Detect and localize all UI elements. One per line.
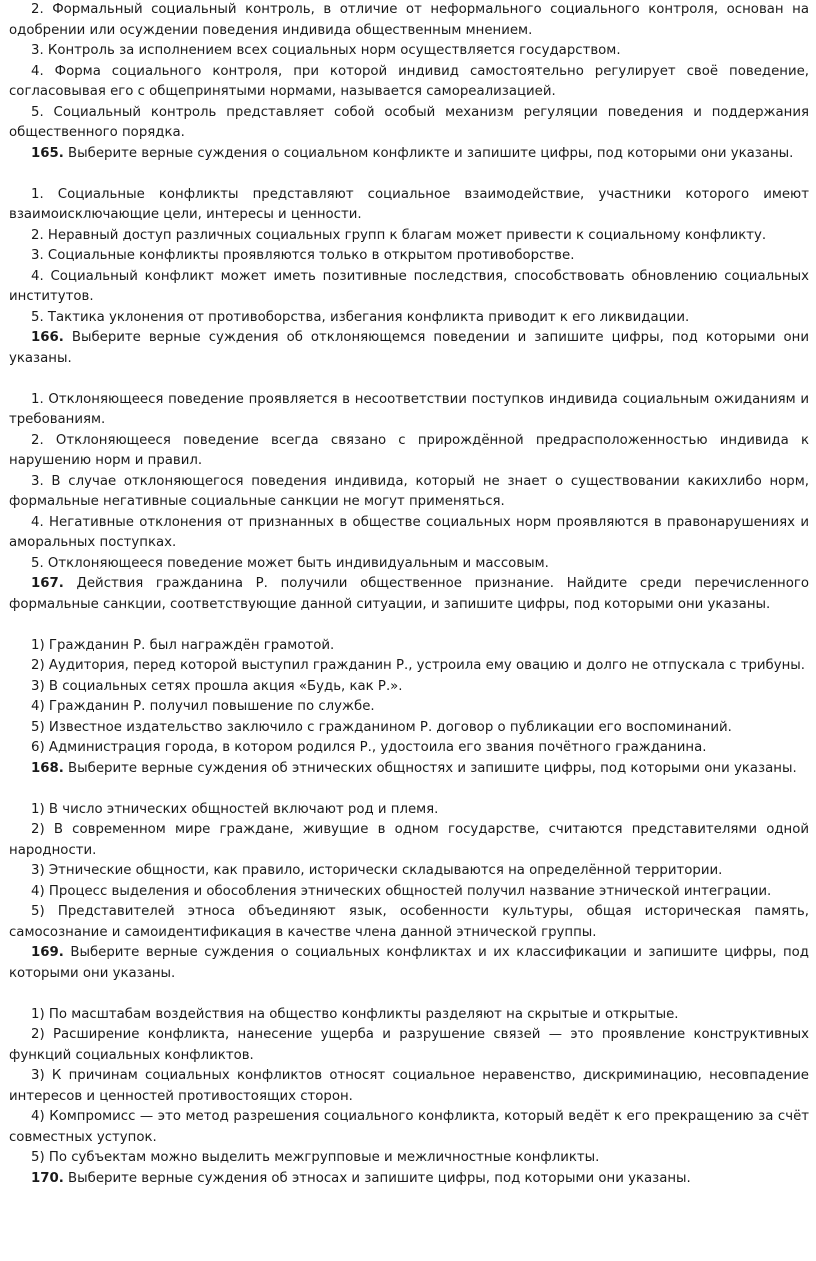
list-item: 1. Социальные конфликты представляют социальное взаимодействие, участники которого имеют взаимоисключающие цели, интересы и ценности. xyxy=(9,186,809,222)
spacer xyxy=(9,164,809,185)
question-text: Действия гражданина Р. получили общественное признание. Найдите среди перечисленного формальные санкции, соответствующие данной ситуации, и запишите цифры, под которыми они указаны. xyxy=(9,576,809,612)
list-item: 4) Компромисс — это метод разрешения социального конфликта, который ведёт к его прекращению за счёт совместных уступок. xyxy=(9,1109,809,1145)
list-item: 6) Администрация города, в котором родился Р., удостоила его звания почётного гражданина. xyxy=(31,740,707,755)
list-item: 5. Социальный контроль представляет собой особый механизм регуляции поведения и поддержания общественного порядка. xyxy=(9,104,809,140)
question-text: Выберите верные суждения об этнических общностях и запишите цифры, под которыми они указаны. xyxy=(63,760,797,776)
question-number: 167. xyxy=(31,576,64,591)
list-item: 4) Гражданин Р. получил повышение по службе. xyxy=(31,699,375,714)
spacer xyxy=(9,984,809,1005)
list-item: 3) Этнические общности, как правило, исторически складываются на определённой территории. xyxy=(31,863,723,878)
question-number: 170. xyxy=(31,1170,64,1186)
list-item: 1) По масштабам воздействия на общество конфликты разделяют на скрытые и открытые. xyxy=(31,1006,679,1022)
list-item: 4. Социальный конфликт может иметь позитивные последствия, способствовать обновлению социальных институтов. xyxy=(9,268,809,304)
list-item: 1. Отклоняющееся поведение проявляется в несоответствии поступков индивида социальным ожиданиям и требованиям. xyxy=(9,391,809,427)
list-item: 5. Отклоняющееся поведение может быть индивидуальным и массовым. xyxy=(31,555,549,571)
question-text: Выберите верные суждения о социальных конфликтах и их классификации и запишите цифры, под которыми они указаны. xyxy=(9,945,809,981)
question-number: 169. xyxy=(31,945,64,960)
list-item: 1) В число этнических общностей включают род и племя. xyxy=(31,801,439,817)
list-item: 3. Социальные конфликты проявляются только в открытом противоборстве. xyxy=(31,248,575,263)
list-item: 4) Процесс выделения и обособления этнических общностей получил название этнической интеграции. xyxy=(31,883,772,899)
question-165 xyxy=(9,144,809,165)
question-text: Выберите верные суждения о социальном конфликте и запишите цифры, под которыми они указаны. xyxy=(63,145,794,161)
list-item: 2. Отклоняющееся поведение всегда связано с прирождённой предрасположенностью индивида к нарушению норм и правил. xyxy=(9,432,809,468)
list-item: 3) В социальных сетях прошла акция «Будь, как Р.». xyxy=(31,678,403,694)
document-page xyxy=(9,0,809,1189)
question-170 xyxy=(9,1169,809,1190)
list-item: 3) К причинам социальных конфликтов относят социальное неравенство, дискриминацию, несовпадение интересов и ценностей противостоящих сторон. xyxy=(9,1068,809,1104)
question-169 xyxy=(9,943,809,984)
spacer xyxy=(9,779,809,800)
question-168 xyxy=(9,759,809,780)
list-item: 3. В случае отклоняющегося поведения индивида, который не знает о существовании какихлибо норм, формальные негативные социальные санкции не могут применяться. xyxy=(9,473,809,509)
question-text: Выберите верные суждения об этносах и запишите цифры, под которыми они указаны. xyxy=(63,1170,691,1186)
list-item: 2. Неравный доступ различных социальных групп к благам может привести к социальному конфликту. xyxy=(31,227,767,243)
question-text: Выберите верные суждения об отклоняющемся поведении и запишите цифры, под которыми они указаны. xyxy=(9,330,809,366)
question-number: 165. xyxy=(31,145,64,161)
list-item: 1) Гражданин Р. был награждён грамотой. xyxy=(31,637,335,653)
spacer xyxy=(9,615,809,636)
list-item: 2) Аудитория, перед которой выступил гражданин Р., устроила ему овацию и долго не отпускала с трибуны. xyxy=(31,658,806,673)
list-item: 4. Форма социального контроля, при которой индивид самостоятельно регулирует своё поведение, согласовывая его с общепринятыми нормами, называется самореализацией. xyxy=(9,63,809,99)
list-item: 2) Расширение конфликта, нанесение ущерба и разрушение связей — это проявление конструктивных функций социальных конфликтов. xyxy=(9,1027,809,1063)
list-item: 5. Тактика уклонения от противоборства, избегания конфликта приводит к его ликвидации. xyxy=(31,309,690,325)
list-item: 5) Представителей этноса объединяют язык, особенности культуры, общая историческая память, самосознание и самоидентификация в качестве члена данной этнической группы. xyxy=(9,904,809,940)
question-number: 166. xyxy=(31,330,64,345)
question-167 xyxy=(9,574,809,615)
list-item: 5) По субъектам можно выделить межгрупповые и межличностные конфликты. xyxy=(31,1150,600,1165)
list-item: 2. Формальный социальный контроль, в отличие от неформального социального контроля, основан на одобрении или осуждении поведения индивида общественным мнением. xyxy=(9,2,809,38)
list-item: 4. Негативные отклонения от признанных в обществе социальных норм проявляются в правонарушениях и аморальных поступках. xyxy=(9,514,809,550)
spacer xyxy=(9,369,809,390)
question-number: 168. xyxy=(31,760,64,776)
list-item: 2) В современном мире граждане, живущие в одном государстве, считаются представителями одной народности. xyxy=(9,822,809,858)
list-item: 3. Контроль за исполнением всех социальных норм осуществляется государством. xyxy=(31,43,621,58)
list-item: 5) Известное издательство заключило с гражданином Р. договор о публикации его воспоминаний. xyxy=(31,719,732,735)
question-166 xyxy=(9,328,809,369)
